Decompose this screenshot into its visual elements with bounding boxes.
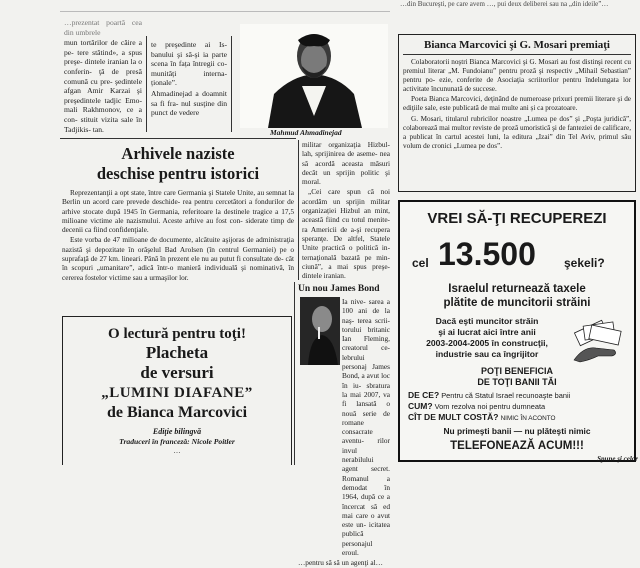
arhivele-headline xyxy=(62,144,294,184)
article-title: Bianca Marcovici şi G. Mosari premiaţi xyxy=(403,39,631,55)
ad-line: Ediţie bilingvă xyxy=(152,427,202,436)
ad-faq-row xyxy=(408,401,628,412)
ad-cta: TELEFONEAZĂ ACUM!!! xyxy=(450,440,584,452)
section-rule xyxy=(60,138,296,139)
paragraph: Colaboratorii noştri Bianca Marcovici şi G. Mosari au fost distinşi recent cu premiul literar „M. Fundoianu” pentru proză şi respectiv „Mihail Sebastian” pentru po- ezie, conferite de Asociaţia scriitorilor pentru îndelungata lor activitate încununată de succese. xyxy=(403,58,631,94)
paragraph: Ahmadinejad a doamnit sa fi fra- nul susţine din punct de vedere xyxy=(151,88,227,118)
ad-amount: 13.500 xyxy=(438,236,536,272)
ad-faq-q: CÎT DE MULT COSTĂ? xyxy=(408,412,499,422)
paragraph: Ia nive- sarea a 100 ani de la naş- terea scrii- torului britanic Ian Fleming, creatorul ce- lebrului personaj James Bond, a avut loc în iu- sbratura la mai 2007, va fi lansată o nouă serie de romane consacrate aventu- rilor invul nerabilului agent secret. Romanul a demodat în 1964, după ce a încercat să ed mai care o avut este un- icitatea publică personajul eroul. xyxy=(342,297,390,558)
ad-line: Placheta xyxy=(145,343,209,362)
ad-line: de versuri xyxy=(140,363,214,382)
paragraph: „Cei care spun că noi acordăm un sprijin militar organizației Hizbul an mint, această fiind cu totul menite- ra Americii de a-şi recupera speranţe. De altfel, Statele Unite practică o politică in- ternaţională bazată pe min- ciună”, a mai spus preşe- dintele iranian. xyxy=(302,187,390,281)
ad-benefit-line: DE TOŢI BANII TĂI xyxy=(477,377,557,387)
portrait-image xyxy=(240,24,388,128)
james-bond-title: Un nou James Bond xyxy=(298,284,380,294)
ad-benefit xyxy=(400,366,634,388)
headline-line: Arhivele naziste xyxy=(121,144,235,163)
ad-currency: şekeli? xyxy=(564,256,605,270)
ad-lectura xyxy=(62,316,292,465)
ad-question-line: şi ai lucrat aici între anii xyxy=(438,327,536,337)
ad-faq-q: CUM? xyxy=(408,401,433,411)
top-strip: …din Bucureşti, pe care avem …, pui deux deliberei sau na „din ideile”… xyxy=(400,0,609,8)
ad-faq xyxy=(408,390,628,424)
money-illustration xyxy=(570,320,626,364)
paragraph: Poeta Bianca Marcovici, deţinând de numeroase prixuri premii literare şi de ediţiile sale, este publicată de mai multe ani și ca prozatoare. xyxy=(403,95,631,113)
ad-faq-a: Vom rezolva noi pentru dumneata xyxy=(434,402,546,411)
ad-question-line: 2003-2004-2005 în construcţii, xyxy=(426,338,548,348)
ad-line: Traduceri în franceză: Nicole Poitler xyxy=(119,437,235,446)
ad-question-line: industrie sau ca îngrijitor xyxy=(435,349,539,359)
article-body xyxy=(403,58,631,188)
ad-nu-primesti: Nu primeşti banii — nu plăteşti nimic xyxy=(443,426,591,436)
paragraph: Este vorba de 47 milioane de documente, alcătuite aşijoras de administraţia nazistă şi depozitate în orăşelul Bad Arolsen (în centrul Germaniei) pe o suprafaţă de 27 km. lineari. Până în prezent ele nu au putut fi consultate de- cât în scopuri „umanitare”, adică într-o manieră individuală şi nominativă, în cererea fostelor victime sau a urmaşilor lor. xyxy=(62,235,294,282)
ad-recuperezi xyxy=(398,200,636,462)
ad-question-line: Dacă eşti muncitor străin xyxy=(435,316,539,326)
photo-caption: Mahmud Ahmadinejad xyxy=(270,128,342,137)
ad-subtitle xyxy=(400,282,634,310)
column-divider xyxy=(298,140,299,280)
ad-subtitle-line: Israelul returnează taxele xyxy=(448,283,586,295)
ad-faq-row xyxy=(408,412,628,424)
ad-amount-row xyxy=(412,236,626,276)
paragraph: militar organizaţia Hizbul- lah, sprijinirea de aseme- nea să acordă aceasta măsuri decât un sprijin politic şi moral. xyxy=(302,140,390,187)
ad-cel: cel xyxy=(412,256,429,270)
money-hand-icon xyxy=(570,320,626,364)
article-hezbollah xyxy=(302,140,390,281)
james-bond-body xyxy=(298,297,390,568)
ad-headline: VREI SĂ-ŢI RECUPEREZI xyxy=(427,210,607,227)
article-mid-top xyxy=(151,40,227,134)
ad-subtitle-line: plătite de muncitorii străini xyxy=(443,297,591,309)
article-bianca-premiati xyxy=(398,34,636,192)
ad-faq-q: DE CE? xyxy=(408,390,440,400)
ad-line: … xyxy=(173,447,181,455)
paragraph: mun tortărilor de căire a pe- tere stătind», a spus preşe- dintele iranian la o conferin- ţă de presă comună cu pre- şedintele afgan Amir Karzai şi preşedintele tadjic Emo- mali Rakhmonov, ce a con- stituit vizita sale în Tadjikis- tan. xyxy=(64,38,142,134)
ad-question xyxy=(408,316,566,360)
paragraph: te preşedinte ai Is- banului şi să-şi ia parte scena în fața întregii co- munități interna- ționale”. xyxy=(151,40,227,88)
bottom-caption: Spune şi celor xyxy=(597,455,638,463)
ad-line: de Bianca Marcovici xyxy=(106,404,248,421)
paragraph: …prezentat poartă cea din umbrele xyxy=(64,18,142,37)
ad-benefit-line: POŢI BENEFICIA xyxy=(480,366,553,376)
ad-faq-a: NIMIC ÎN ACONTO xyxy=(500,415,556,422)
column-divider xyxy=(231,36,232,132)
column-divider xyxy=(146,36,147,132)
paragraph: Reprezentanţii a opt state, între care Germania şi Statele Unite, au semnat la Berlin un acord care prevede deschide- rea pentru cercetători a fondurilor de arhive stocate după 1945 în Germania, referitoare la destinele tragice a 17,5 milioane victime ale nazismului. Aceste arhive au fost con- siderate timp de decenii ca fiind confidenţiale. xyxy=(62,188,294,235)
paragraph: …pentru să să un agenţi al… xyxy=(298,558,383,568)
ad-line: O lectură pentru toţi! xyxy=(108,326,246,342)
arhivele-body xyxy=(62,188,294,306)
article-left-top xyxy=(64,18,142,136)
ad-faq-a: Pentru că Statul Israel recunoaşte banii xyxy=(441,391,571,400)
ad-faq-row xyxy=(408,390,628,401)
top-rule xyxy=(60,11,390,12)
photo-ahmadinejad xyxy=(240,24,388,128)
headline-line: deschise pentru istorici xyxy=(96,164,260,183)
column-divider xyxy=(294,282,295,465)
ad-line: „LUMINI DIAFANE” xyxy=(101,385,253,401)
paragraph: G. Mosari, titularul rubricilor noastre „Lumea pe dos” şi „Poşta juridică”, colaborează mai multor reviste de proză umoristică şi de fanteziei de calificare, a publicat în cartul acestei luni, la editura „Izai” din Tel Aviv, primul său volum de cronici „Lumea pe dos”. xyxy=(403,114,631,150)
